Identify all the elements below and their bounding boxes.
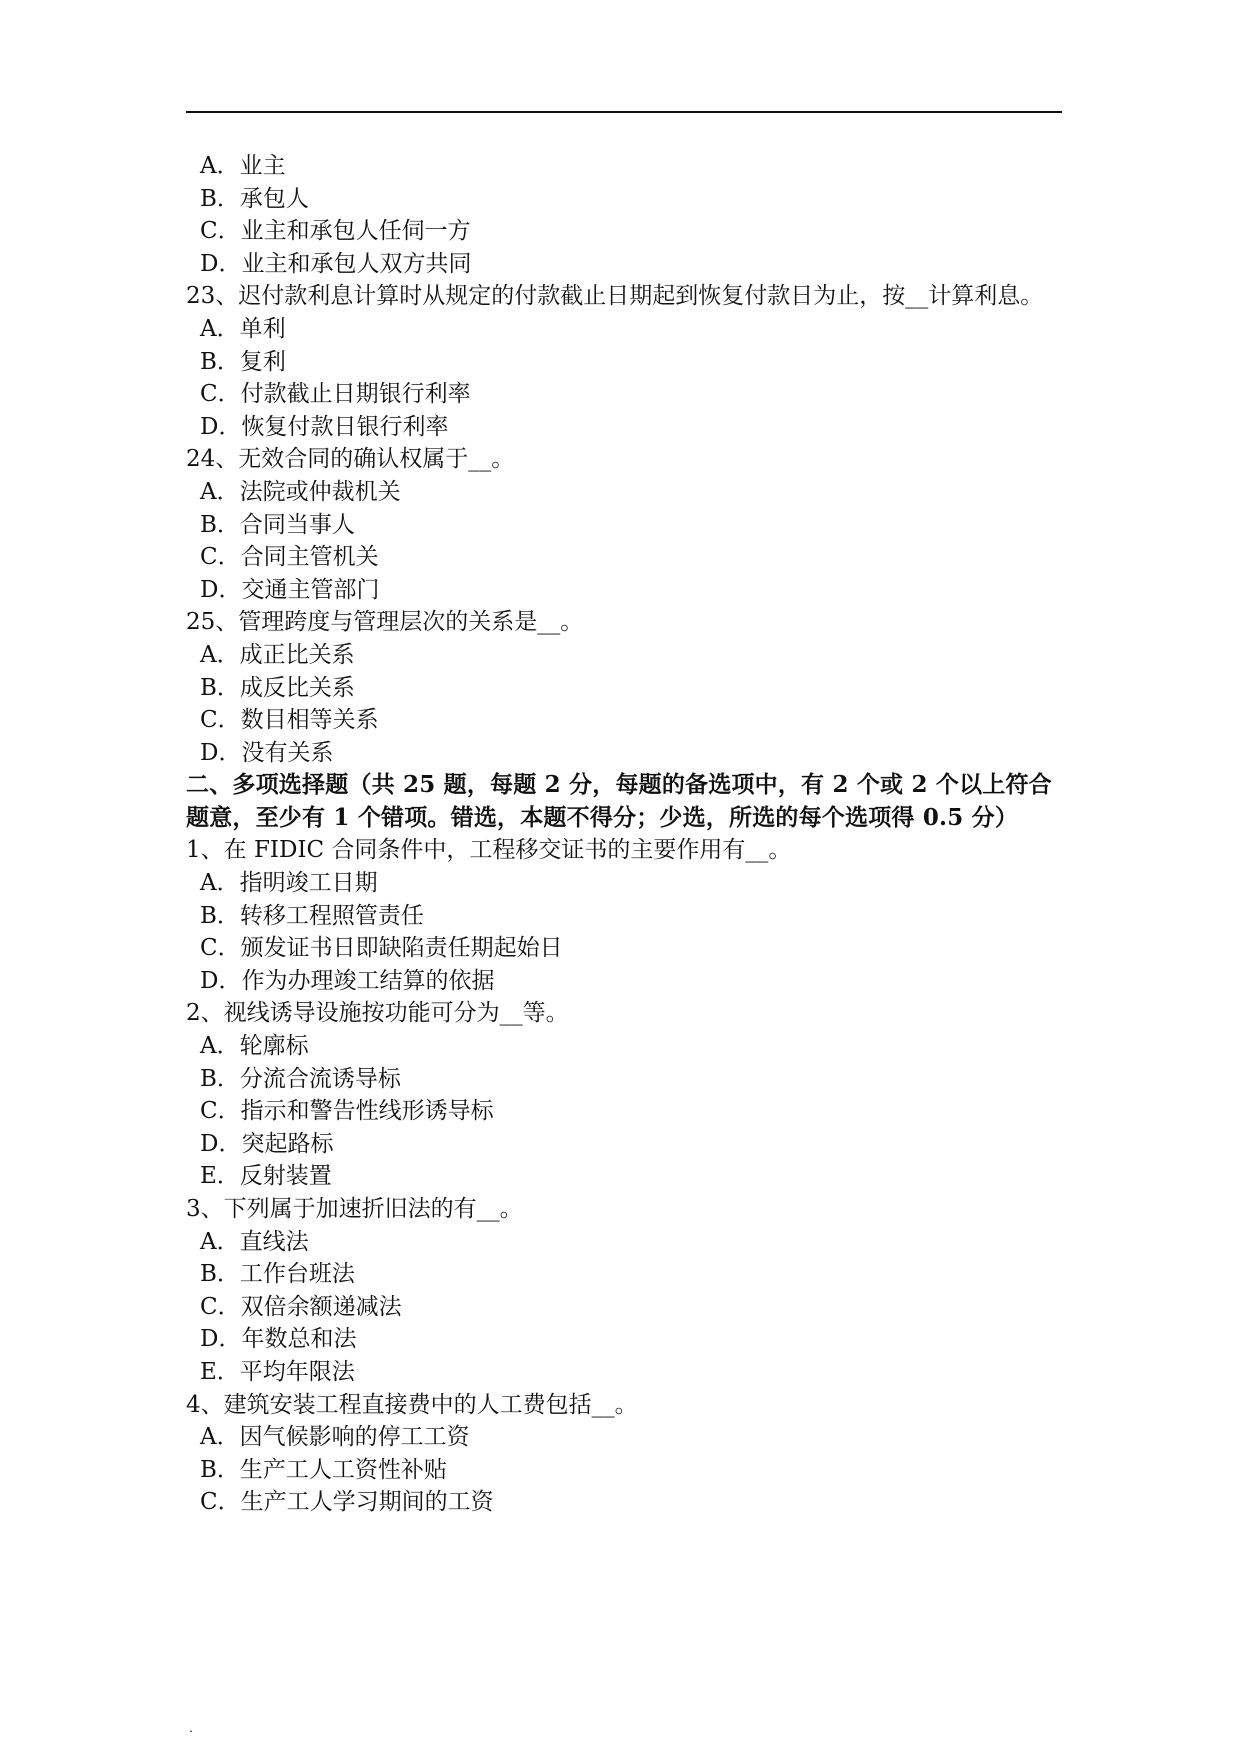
question-text: 1、在 FIDIC 合同条件中，工程移交证书的主要作用有__。 xyxy=(186,837,792,864)
answer-option: D．突起路标 xyxy=(200,1130,334,1157)
answer-option: E．反射装置 xyxy=(200,1163,332,1190)
answer-option: B．分流合流诱导标 xyxy=(200,1065,401,1092)
answer-option: E．平均年限法 xyxy=(200,1358,355,1385)
question-text: 23、迟付款利息计算时从规定的付款截止日期起到恢复付款日为止，按__计算利息。 xyxy=(186,283,1044,310)
answer-option: A．直线法 xyxy=(200,1228,309,1255)
answer-option: A．单利 xyxy=(200,315,286,342)
section-heading: 二、多项选择题（共 25 题，每题 2 分，每题的备选项中，有 2 个或 2 个以上符合题意，至少有 1 个错项。错选，本题不得分；少选，所选的每个选项得 0.5 分） xyxy=(186,771,1052,831)
question-text: 2、视线诱导设施按功能可分为__等。 xyxy=(186,1000,569,1027)
answer-option: C．指示和警告性线形诱导标 xyxy=(200,1098,494,1125)
document-body xyxy=(186,150,1062,1519)
answer-option: B．成反比关系 xyxy=(200,674,355,701)
answer-option: B．合同当事人 xyxy=(200,511,355,538)
answer-option: C．数目相等关系 xyxy=(200,707,379,734)
answer-option: B．转移工程照管责任 xyxy=(200,902,424,929)
question-text: 25、管理跨度与管理层次的关系是__。 xyxy=(186,609,584,636)
question-text: 24、无效合同的确认权属于__。 xyxy=(186,446,515,473)
answer-option: C．合同主管机关 xyxy=(200,544,379,571)
footer-mark: . xyxy=(189,1721,193,1735)
answer-option: A．因气候影响的停工工资 xyxy=(200,1424,470,1451)
answer-option: C．付款截止日期银行利率 xyxy=(200,381,471,408)
answer-option: C．双倍余额递减法 xyxy=(200,1293,402,1320)
answer-option: B．生产工人工资性补贴 xyxy=(200,1456,447,1483)
answer-option: D．年数总和法 xyxy=(200,1326,357,1353)
answer-option: A．指明竣工日期 xyxy=(200,870,378,897)
answer-option: C．业主和承包人任伺一方 xyxy=(200,218,471,245)
answer-option: C．颁发证书日即缺陷责任期起始日 xyxy=(200,935,563,962)
answer-option: A．成正比关系 xyxy=(200,641,355,668)
header-rule xyxy=(186,111,1062,113)
answer-option: D．恢复付款日银行利率 xyxy=(200,413,449,440)
answer-option: C．生产工人学习期间的工资 xyxy=(200,1489,494,1516)
answer-option: D．作为办理竣工结算的依据 xyxy=(200,967,495,994)
answer-option: B．承包人 xyxy=(200,185,309,212)
answer-option: B．复利 xyxy=(200,348,286,375)
question-text: 4、建筑安装工程直接费中的人工费包括__。 xyxy=(186,1391,638,1418)
answer-option: A．轮廓标 xyxy=(200,1033,309,1060)
question-text: 3、下列属于加速折旧法的有__。 xyxy=(186,1196,523,1222)
answer-option: A．业主 xyxy=(200,153,286,179)
answer-option: A．法院或仲裁机关 xyxy=(200,478,401,505)
answer-option: D．交通主管部门 xyxy=(200,576,380,603)
answer-option: D．没有关系 xyxy=(200,739,334,766)
answer-option: D．业主和承包人双方共同 xyxy=(200,250,472,277)
answer-option: B．工作台班法 xyxy=(200,1261,355,1288)
